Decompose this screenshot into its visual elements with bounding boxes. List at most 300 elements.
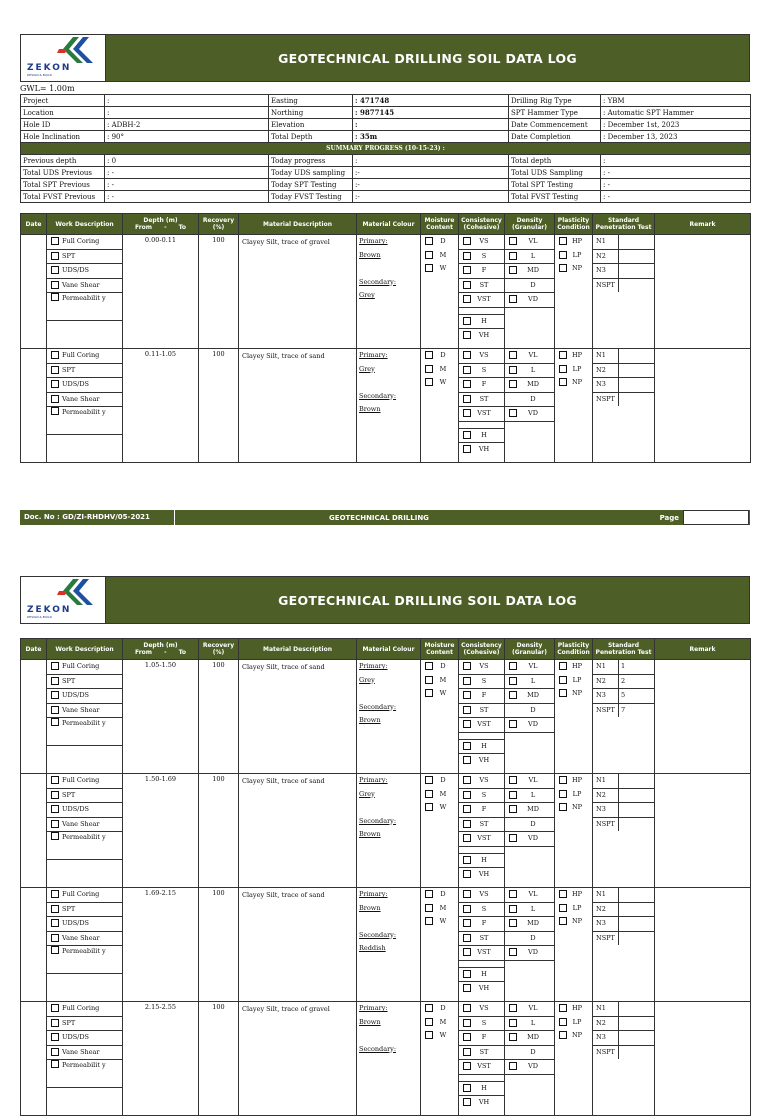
spt-value[interactable] (619, 266, 621, 274)
plasticity-checkbox[interactable] (559, 1018, 567, 1026)
density-label: D (530, 1047, 536, 1056)
plasticity-label: NP (571, 689, 583, 697)
spt-value[interactable] (619, 890, 621, 898)
consistency-checkbox[interactable] (463, 380, 471, 388)
consistency-checkbox[interactable] (463, 970, 471, 978)
moisture-item (421, 262, 458, 276)
header-depth-title: Depth (m) (143, 217, 178, 224)
colour-label: Primary: (359, 662, 388, 670)
density-item (505, 932, 554, 947)
work-checkbox[interactable] (51, 890, 59, 898)
consistency-checkbox[interactable] (463, 706, 471, 714)
density-checkbox[interactable] (509, 295, 517, 303)
material-description-value: Clayey Silt, trace of gravel (239, 235, 357, 349)
colour-row (357, 687, 420, 701)
moisture-checkbox[interactable] (425, 689, 433, 697)
spt-item (593, 803, 654, 818)
density-checkbox[interactable] (509, 890, 517, 898)
density-checkbox[interactable] (509, 691, 517, 699)
colour-value: Brown (359, 903, 381, 912)
work-checkbox[interactable] (51, 832, 59, 840)
consistency-checkbox[interactable] (463, 984, 471, 992)
plasticity-checkbox[interactable] (559, 676, 567, 684)
work-checkbox[interactable] (51, 1060, 59, 1068)
plasticity-checkbox[interactable] (559, 776, 567, 784)
moisture-checkbox[interactable] (425, 237, 433, 245)
spt-label: NSPT (593, 279, 619, 293)
work-checkbox[interactable] (51, 1033, 59, 1041)
consistency-checkbox[interactable] (463, 820, 471, 828)
page-number-field[interactable] (683, 510, 749, 525)
density-checkbox[interactable] (509, 919, 517, 927)
recovery-value: 100 (199, 235, 239, 349)
moisture-checkbox[interactable] (425, 1004, 433, 1012)
consistency-label: H (481, 430, 487, 439)
summary-data-row (21, 155, 751, 167)
info-label: Hole ID (21, 119, 105, 131)
work-checkbox[interactable] (51, 1019, 59, 1027)
consistency-checkbox[interactable] (463, 662, 471, 670)
work-checkbox[interactable] (51, 706, 59, 714)
density-checkbox[interactable] (509, 948, 517, 956)
log-record-row (21, 888, 751, 1002)
work-item (47, 1046, 122, 1061)
consistency-label: VH (478, 984, 490, 992)
spt-value[interactable] (619, 252, 621, 260)
info-label: Date Completion (509, 131, 601, 143)
density-label: D (530, 280, 536, 289)
work-item-label: UDS/DS (62, 266, 89, 274)
remark-cell[interactable] (655, 349, 751, 463)
density-checkbox[interactable] (509, 905, 517, 913)
spt-value[interactable]: 7 (621, 705, 626, 714)
density-checkbox[interactable] (509, 791, 517, 799)
consistency-checkbox[interactable] (463, 1019, 471, 1027)
density-item (505, 917, 554, 932)
spt-value[interactable]: 5 (621, 691, 626, 699)
spt-value[interactable] (619, 905, 621, 913)
work-item (47, 1031, 122, 1046)
consistency-checkbox[interactable] (463, 1004, 471, 1012)
consistency-checkbox[interactable] (463, 395, 471, 403)
consistency-checkbox[interactable] (463, 834, 471, 842)
remark-cell[interactable] (655, 235, 751, 349)
plasticity-checkbox[interactable] (559, 1004, 567, 1012)
consistency-checkbox[interactable] (463, 317, 471, 325)
work-checkbox[interactable] (51, 946, 59, 954)
plasticity-checkbox[interactable] (559, 890, 567, 898)
consistency-label: ST (479, 394, 489, 403)
consistency-checkbox[interactable] (463, 720, 471, 728)
consistency-checkbox[interactable] (463, 431, 471, 439)
consistency-checkbox[interactable] (463, 776, 471, 784)
date-cell[interactable] (21, 1002, 47, 1116)
moisture-checkbox[interactable] (425, 351, 433, 359)
consistency-label: VST (477, 720, 491, 728)
moisture-checkbox[interactable] (425, 662, 433, 670)
header-spt: Standard Penetration Test (593, 639, 655, 660)
log-record-row (21, 660, 751, 774)
moisture-checkbox[interactable] (425, 676, 433, 684)
spt-label: NSPT (593, 393, 619, 407)
plasticity-label: NP (571, 1031, 583, 1039)
header-from: From (135, 224, 153, 231)
work-checkbox[interactable] (51, 407, 59, 415)
colour-value: Grey (359, 789, 375, 798)
consistency-checkbox[interactable] (463, 1084, 471, 1092)
consistency-item (459, 279, 504, 294)
density-checkbox[interactable] (509, 662, 517, 670)
work-checkbox[interactable] (51, 905, 59, 913)
consistency-item (459, 314, 504, 330)
work-checkbox[interactable] (51, 791, 59, 799)
consistency-checkbox[interactable] (463, 856, 471, 864)
density-checkbox[interactable] (509, 409, 517, 417)
plasticity-checkbox[interactable] (559, 803, 567, 811)
spt-value[interactable] (619, 1004, 621, 1012)
spt-value[interactable] (619, 281, 621, 289)
summary-data-row (21, 191, 751, 203)
depth-range-value: 1.50-1.69 (123, 774, 199, 888)
work-checkbox[interactable] (51, 776, 59, 784)
remark-cell[interactable] (655, 774, 751, 888)
header-depth (123, 214, 199, 235)
density-label: L (530, 251, 536, 260)
spt-value[interactable] (619, 1048, 621, 1056)
consistency-checkbox[interactable] (463, 677, 471, 685)
consistency-checkbox[interactable] (463, 366, 471, 374)
header-from: From (135, 649, 153, 656)
work-checkbox[interactable] (51, 252, 59, 260)
density-checkbox[interactable] (509, 1019, 517, 1027)
consistency-item (459, 888, 504, 903)
date-cell[interactable] (21, 774, 47, 888)
consistency-label: F (481, 266, 487, 274)
density-item (505, 660, 554, 675)
moisture-label: D (440, 890, 446, 898)
plasticity-label: LP (572, 364, 582, 373)
moisture-item (421, 363, 458, 377)
plasticity-checkbox[interactable] (559, 365, 567, 373)
spt-item (593, 689, 654, 704)
consistency-checkbox[interactable] (463, 409, 471, 417)
work-checkbox[interactable] (51, 805, 59, 813)
material-description-value: Clayey Silt, trace of sand (239, 349, 357, 463)
work-checkbox[interactable] (51, 281, 59, 289)
consistency-checkbox[interactable] (463, 870, 471, 878)
colour-row (357, 1016, 420, 1030)
work-checkbox[interactable] (51, 1004, 59, 1012)
work-item-blank (47, 1088, 122, 1115)
consistency-checkbox[interactable] (463, 295, 471, 303)
consistency-checkbox[interactable] (463, 1033, 471, 1041)
moisture-label: W (439, 264, 447, 272)
work-item (47, 349, 122, 364)
consistency-checkbox[interactable] (463, 805, 471, 813)
density-label: VD (528, 409, 538, 417)
plasticity-checkbox[interactable] (559, 378, 567, 386)
colour-row (357, 1029, 420, 1043)
work-checkbox[interactable] (51, 1048, 59, 1056)
moisture-checkbox[interactable] (425, 803, 433, 811)
summary-value: : 0 (105, 155, 269, 167)
consistency-checkbox[interactable] (463, 331, 471, 339)
colour-row (357, 774, 420, 788)
consistency-label: VS (479, 662, 489, 670)
info-value: : 9877145 (353, 107, 509, 119)
colour-label: Secondary: (359, 391, 397, 400)
colour-label: Secondary: (359, 702, 397, 711)
moisture-checkbox[interactable] (425, 1018, 433, 1026)
density-checkbox[interactable] (509, 1033, 517, 1041)
colour-row (357, 276, 420, 290)
consistency-label: S (481, 676, 487, 685)
moisture-checkbox[interactable] (425, 264, 433, 272)
moisture-label: D (440, 776, 446, 784)
density-item (505, 832, 554, 847)
consistency-checkbox[interactable] (463, 445, 471, 453)
colour-row (357, 363, 420, 377)
density-checkbox[interactable] (509, 720, 517, 728)
summary-row (21, 143, 751, 155)
density-item (505, 789, 554, 804)
consistency-label: F (481, 805, 487, 813)
spt-value[interactable] (619, 351, 621, 359)
date-cell[interactable] (21, 349, 47, 463)
info-value: : ADBH-2 (105, 119, 269, 131)
spt-value[interactable] (619, 366, 621, 374)
material-colour-cell (357, 774, 421, 888)
moisture-checkbox[interactable] (425, 1031, 433, 1039)
plasticity-checkbox[interactable] (559, 689, 567, 697)
remark-cell[interactable] (655, 660, 751, 774)
density-item (505, 364, 554, 379)
colour-row (357, 1043, 420, 1057)
consistency-checkbox[interactable] (463, 756, 471, 764)
logo-mark-icon (21, 35, 105, 65)
consistency-checkbox[interactable] (463, 742, 471, 750)
consistency-label: VS (479, 237, 489, 245)
spt-value[interactable] (619, 805, 621, 813)
moisture-label: D (440, 351, 446, 359)
page-footer (20, 510, 750, 525)
spt-label: N2 (593, 789, 619, 803)
work-checkbox[interactable] (51, 919, 59, 927)
consistency-checkbox[interactable] (463, 266, 471, 274)
plasticity-label: LP (572, 675, 582, 684)
plasticity-item (555, 1002, 592, 1016)
consistency-label: VST (477, 948, 491, 956)
log-sheet-1 (20, 34, 750, 463)
info-label: Location (21, 107, 105, 119)
consistency-checkbox[interactable] (463, 237, 471, 245)
consistency-label: S (481, 790, 487, 799)
consistency-checkbox[interactable] (463, 691, 471, 699)
plasticity-label: HP (571, 890, 583, 898)
work-checkbox[interactable] (51, 934, 59, 942)
work-checkbox[interactable] (51, 351, 59, 359)
remark-cell[interactable] (655, 888, 751, 1002)
spt-label: N1 (593, 888, 619, 902)
work-checkbox[interactable] (51, 366, 59, 374)
consistency-checkbox[interactable] (463, 791, 471, 799)
density-item (505, 903, 554, 918)
density-item (505, 279, 554, 294)
remark-cell[interactable] (655, 1002, 751, 1116)
consistency-label: VH (478, 1098, 490, 1106)
date-cell[interactable] (21, 660, 47, 774)
date-cell[interactable] (21, 888, 47, 1002)
plasticity-checkbox[interactable] (559, 351, 567, 359)
consistency-checkbox[interactable] (463, 890, 471, 898)
moisture-item (421, 788, 458, 802)
header-moisture: Moisture Content (421, 639, 459, 660)
consistency-label: H (481, 969, 487, 978)
density-label: D (530, 933, 536, 942)
footer-center: GEOTECHNICAL DRILLING (329, 513, 429, 522)
work-description-cell (47, 660, 123, 774)
moisture-checkbox[interactable] (425, 251, 433, 259)
consistency-checkbox[interactable] (463, 252, 471, 260)
spt-value[interactable]: 2 (621, 676, 626, 685)
density-checkbox[interactable] (509, 351, 517, 359)
density-checkbox[interactable] (509, 237, 517, 245)
density-label: VL (528, 351, 538, 359)
consistency-checkbox[interactable] (463, 281, 471, 289)
moisture-checkbox[interactable] (425, 790, 433, 798)
spt-value[interactable] (619, 1033, 621, 1041)
density-label: MD (527, 380, 539, 388)
plasticity-checkbox[interactable] (559, 904, 567, 912)
work-item (47, 378, 122, 393)
density-blank (505, 733, 554, 760)
moisture-checkbox[interactable] (425, 917, 433, 925)
summary-value: : - (105, 191, 269, 203)
spt-value[interactable] (619, 791, 621, 799)
density-label: VD (528, 720, 538, 728)
work-checkbox[interactable] (51, 820, 59, 828)
spt-value[interactable] (619, 776, 621, 784)
header-depth (123, 639, 199, 660)
consistency-label: H (481, 741, 487, 750)
material-description-value: Clayey Silt, trace of sand (239, 888, 357, 1002)
moisture-checkbox[interactable] (425, 365, 433, 373)
plasticity-item (555, 888, 592, 902)
work-item-label: Vane Shear (62, 933, 100, 942)
spt-value[interactable] (619, 934, 621, 942)
work-item (47, 888, 122, 903)
density-checkbox[interactable] (509, 366, 517, 374)
spt-label: N2 (593, 364, 619, 378)
spt-value[interactable] (619, 919, 621, 927)
work-item-label: SPT (62, 1018, 76, 1027)
density-checkbox[interactable] (509, 1004, 517, 1012)
work-checkbox[interactable] (51, 293, 59, 301)
work-checkbox[interactable] (51, 237, 59, 245)
density-checkbox[interactable] (509, 776, 517, 784)
density-label: MD (527, 1033, 539, 1041)
plasticity-checkbox[interactable] (559, 1031, 567, 1039)
plasticity-cell (555, 888, 593, 1002)
consistency-checkbox[interactable] (463, 1098, 471, 1106)
density-label: MD (527, 266, 539, 274)
density-checkbox[interactable] (509, 677, 517, 685)
density-checkbox[interactable] (509, 805, 517, 813)
moisture-checkbox[interactable] (425, 904, 433, 912)
spt-value[interactable] (619, 395, 621, 403)
plasticity-item (555, 262, 592, 276)
density-checkbox[interactable] (509, 834, 517, 842)
work-checkbox[interactable] (51, 380, 59, 388)
plasticity-checkbox[interactable] (559, 662, 567, 670)
spt-label: N3 (593, 689, 619, 703)
plasticity-checkbox[interactable] (559, 264, 567, 272)
density-label: VL (528, 662, 538, 670)
plasticity-checkbox[interactable] (559, 251, 567, 259)
plasticity-checkbox[interactable] (559, 790, 567, 798)
consistency-checkbox[interactable] (463, 919, 471, 927)
colour-label: Primary: (359, 890, 388, 898)
consistency-checkbox[interactable] (463, 948, 471, 956)
density-checkbox[interactable] (509, 252, 517, 260)
consistency-checkbox[interactable] (463, 905, 471, 913)
consistency-checkbox[interactable] (463, 934, 471, 942)
plasticity-checkbox[interactable] (559, 237, 567, 245)
spt-value[interactable] (619, 820, 621, 828)
spt-value[interactable]: 1 (621, 662, 626, 670)
work-checkbox[interactable] (51, 266, 59, 274)
date-cell[interactable] (21, 235, 47, 349)
info-value: : 35m (353, 131, 509, 143)
density-checkbox[interactable] (509, 380, 517, 388)
moisture-checkbox[interactable] (425, 890, 433, 898)
spt-value[interactable] (619, 380, 621, 388)
colour-value: Grey (359, 675, 375, 684)
consistency-item (459, 393, 504, 408)
work-checkbox[interactable] (51, 395, 59, 403)
density-checkbox[interactable] (509, 266, 517, 274)
info-row (21, 95, 751, 107)
moisture-checkbox[interactable] (425, 378, 433, 386)
work-checkbox[interactable] (51, 691, 59, 699)
consistency-label: VST (477, 295, 491, 303)
density-item (505, 378, 554, 393)
spt-value[interactable] (619, 237, 621, 245)
plasticity-checkbox[interactable] (559, 917, 567, 925)
work-checkbox[interactable] (51, 677, 59, 685)
consistency-checkbox[interactable] (463, 351, 471, 359)
consistency-checkbox[interactable] (463, 1048, 471, 1056)
consistency-checkbox[interactable] (463, 1062, 471, 1070)
density-cell (505, 774, 555, 888)
density-checkbox[interactable] (509, 1062, 517, 1070)
work-item-label: Permeabilit y (62, 1061, 106, 1069)
spt-item (593, 393, 654, 407)
work-checkbox[interactable] (51, 718, 59, 726)
doc-number: Doc. No : GD/ZI-RHDHV/05-2021 (20, 510, 175, 525)
moisture-checkbox[interactable] (425, 776, 433, 784)
work-item-label: UDS/DS (62, 691, 89, 699)
consistency-label: F (481, 691, 487, 699)
spt-value[interactable] (619, 1019, 621, 1027)
work-item (47, 818, 122, 833)
plasticity-item (555, 774, 592, 788)
work-item-label: SPT (62, 365, 76, 374)
consistency-label: S (481, 251, 487, 260)
work-checkbox[interactable] (51, 662, 59, 670)
header-depth-range (123, 649, 198, 656)
colour-label: Primary: (359, 351, 388, 359)
